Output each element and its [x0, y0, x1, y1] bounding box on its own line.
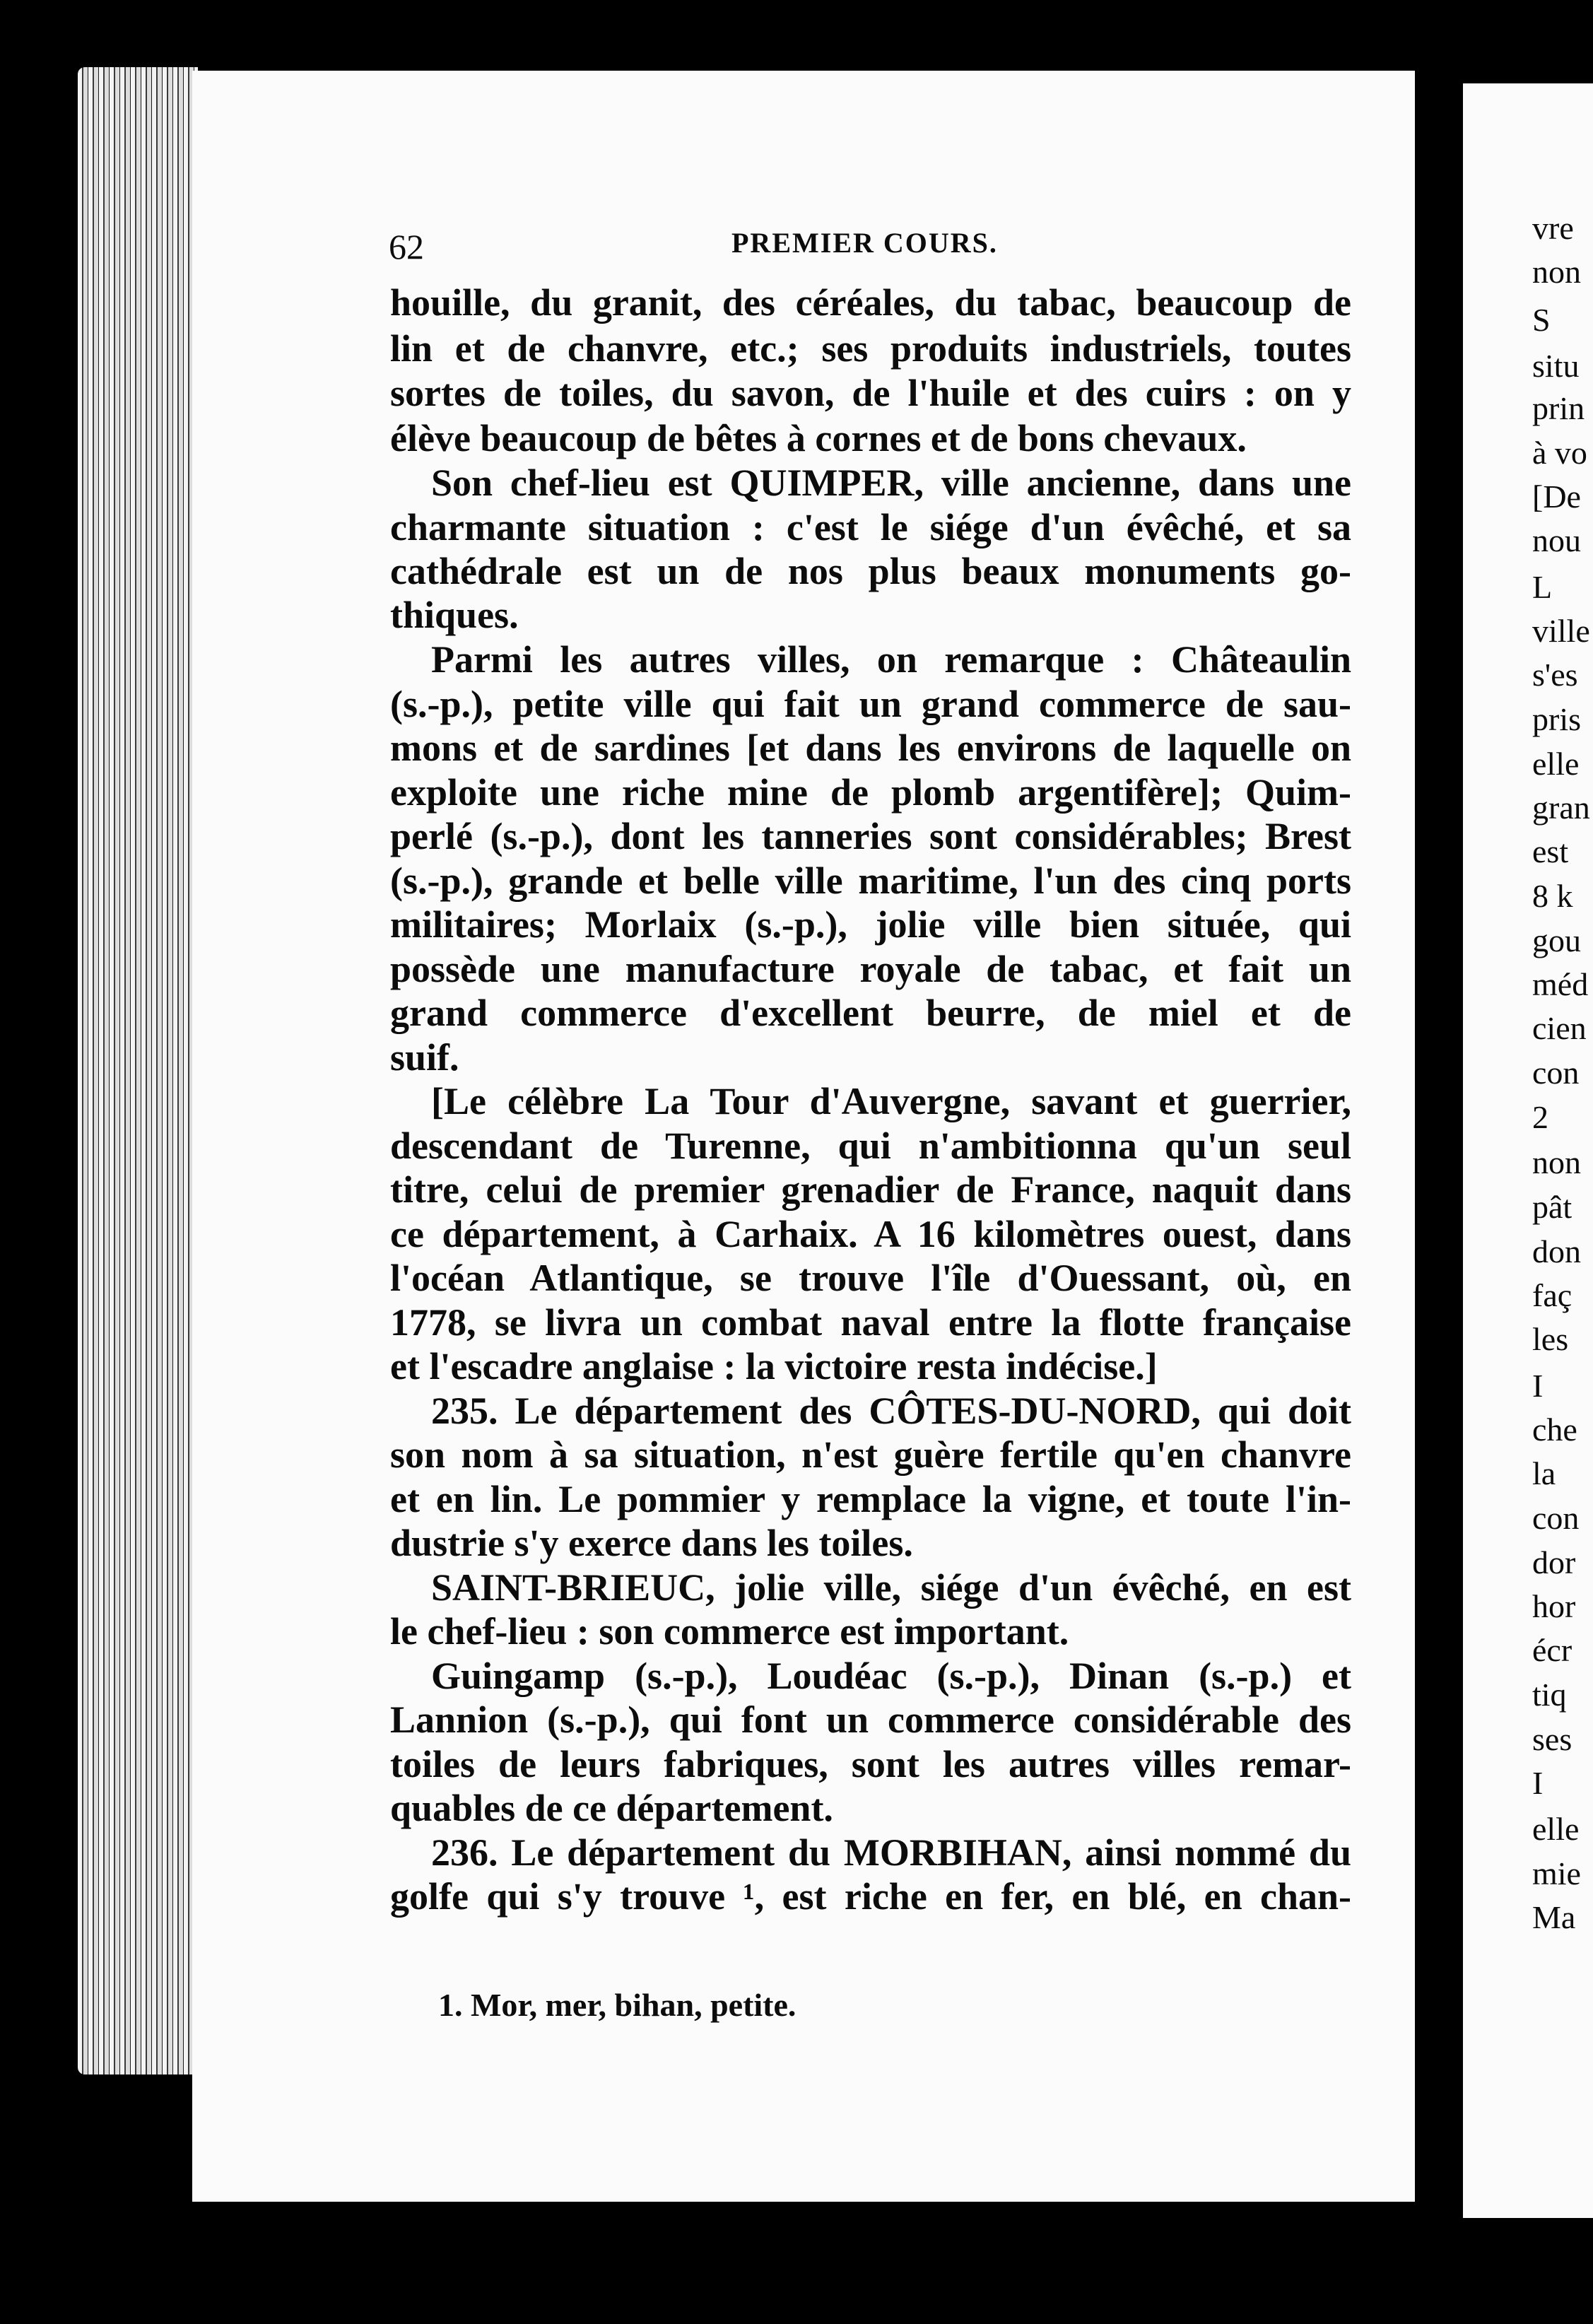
book-page-edges [78, 67, 198, 2074]
right-page-line: 2 [1532, 1099, 1548, 1135]
right-page-line: con [1532, 1500, 1580, 1536]
right-page-line: vre [1532, 210, 1574, 246]
right-page-line: s'es [1532, 657, 1578, 693]
right-page-line: ville [1532, 613, 1590, 649]
text-line: son nom à sa situation, n'est guère fertile qu'en chanvre [390, 1433, 1351, 1476]
right-page-line: à vo [1532, 435, 1587, 471]
right-page-line: non [1532, 254, 1581, 290]
text-line: thiques. [390, 594, 519, 636]
right-page-line: I [1532, 1765, 1544, 1801]
right-page-line: faç [1532, 1277, 1573, 1313]
right-page-line: dor [1532, 1544, 1576, 1580]
right-page-line: gran [1532, 790, 1590, 826]
text-line: exploite une riche mine de plomb argentifère]; Quim- [390, 771, 1351, 814]
right-page-line: elle [1532, 746, 1580, 782]
text-line: élève beaucoup de bêtes à cornes et de bons chevaux. [390, 417, 1247, 459]
text-line: 1778, se livra un combat naval entre la flotte française [390, 1301, 1351, 1344]
right-page-line: gou [1532, 922, 1581, 958]
text-line: mons et de sardines [et dans les environs de laquelle on [390, 727, 1351, 769]
right-page-line: mie [1532, 1855, 1581, 1891]
right-page-line: elle [1532, 1811, 1580, 1847]
text-line: le chef-lieu : son commerce est important. [390, 1610, 1069, 1653]
text-line: cathédrale est un de nos plus beaux monuments go- [390, 550, 1351, 592]
text-line: ce département, à Carhaix. A 16 kilomètres ouest, dans [390, 1213, 1351, 1255]
running-head: PREMIER COURS. [731, 227, 998, 259]
right-page-fragment [1463, 83, 1593, 2218]
text-line: 235. Le département des CÔTES-DU-NORD, qui doit [431, 1390, 1351, 1432]
text-line: charmante situation : c'est le siége d'un évêché, et sa [390, 506, 1351, 548]
text-line: l'océan Atlantique, se trouve l'île d'Ouessant, où, en [390, 1257, 1351, 1299]
right-page-line: Ma [1532, 1899, 1576, 1935]
text-line: lin et de chanvre, etc.; ses produits industriels, toutes [390, 327, 1351, 370]
text-line: titre, celui de premier grenadier de France, naquit dans [390, 1168, 1351, 1211]
text-line: golfe qui s'y trouve ¹, est riche en fer, en blé, en chan- [390, 1875, 1351, 1918]
text-line: [Le célèbre La Tour d'Auvergne, savant et guerrier, [431, 1080, 1351, 1122]
right-page-line: écr [1532, 1632, 1573, 1668]
right-page-line: pât [1532, 1189, 1573, 1225]
text-line: houille, du granit, des céréales, du tabac, beaucoup de [390, 281, 1351, 324]
text-line: suif. [390, 1036, 459, 1079]
text-line: toiles de leurs fabriques, sont les autres villes remar- [390, 1743, 1351, 1785]
right-page-line: méd [1532, 966, 1589, 1002]
text-line: possède une manufacture royale de tabac, et fait un [390, 948, 1351, 990]
text-line: SAINT-BRIEUC, jolie ville, siége d'un évêché, en est [431, 1566, 1351, 1609]
text-line: et l'escadre anglaise : la victoire resta indécise.] [390, 1345, 1158, 1387]
text-line: 236. Le département du MORBIHAN, ainsi nommé du [431, 1831, 1351, 1874]
right-page-line: situ [1532, 348, 1580, 384]
right-page-line: est [1532, 833, 1569, 869]
text-line: descendant de Turenne, qui n'ambitionna qu'un seul [390, 1125, 1351, 1167]
text-line: Guingamp (s.-p.), Loudéac (s.-p.), Dinan (s.-p.) et [431, 1655, 1351, 1697]
right-page-line: S [1532, 302, 1551, 338]
right-page-line: pris [1532, 701, 1581, 737]
right-page-line: 8 k [1532, 878, 1573, 914]
right-page-line: non [1532, 1144, 1581, 1180]
right-page-line: ses [1532, 1721, 1573, 1757]
right-page-line: [De [1532, 479, 1581, 515]
right-page-line: tiq [1532, 1677, 1567, 1713]
right-page-line: L [1532, 569, 1553, 605]
right-page-line: hor [1532, 1588, 1576, 1624]
text-line: militaires; Morlaix (s.-p.), jolie ville bien située, qui [390, 903, 1351, 946]
right-page-line: I [1532, 1368, 1544, 1404]
right-page-line: nou [1532, 522, 1581, 558]
text-line: dustrie s'y exerce dans les toiles. [390, 1522, 913, 1564]
text-line: Son chef-lieu est QUIMPER, ville ancienne, dans une [431, 462, 1351, 504]
right-page-line: don [1532, 1233, 1581, 1269]
page-number: 62 [389, 227, 424, 266]
text-line: Lannion (s.-p.), qui font un commerce considérable des [390, 1698, 1351, 1741]
right-page-line: la [1532, 1455, 1556, 1491]
right-page-line: che [1532, 1412, 1577, 1448]
right-page-line: prin [1532, 390, 1585, 426]
text-line: (s.-p.), grande et belle ville maritime, l'un des cinq ports [390, 859, 1351, 902]
text-line: (s.-p.), petite ville qui fait un grand commerce de sau- [390, 683, 1351, 725]
text-line: sortes de toiles, du savon, de l'huile et des cuirs : on y [390, 372, 1351, 414]
text-line: grand commerce d'excellent beurre, de miel et de [390, 992, 1351, 1034]
text-line: quables de ce département. [390, 1787, 833, 1829]
right-page-line: cien [1532, 1010, 1587, 1046]
text-line: et en lin. Le pommier y remplace la vigne, et toute l'in- [390, 1478, 1351, 1520]
text-line: perlé (s.-p.), dont les tanneries sont considérables; Brest [390, 815, 1351, 857]
right-page-line: con [1532, 1055, 1580, 1091]
text-line: Parmi les autres villes, on remarque : Châteaulin [431, 638, 1351, 681]
right-page-line: les [1532, 1321, 1569, 1357]
footnote: 1. Mor, mer, bihan, petite. [438, 1987, 796, 2023]
